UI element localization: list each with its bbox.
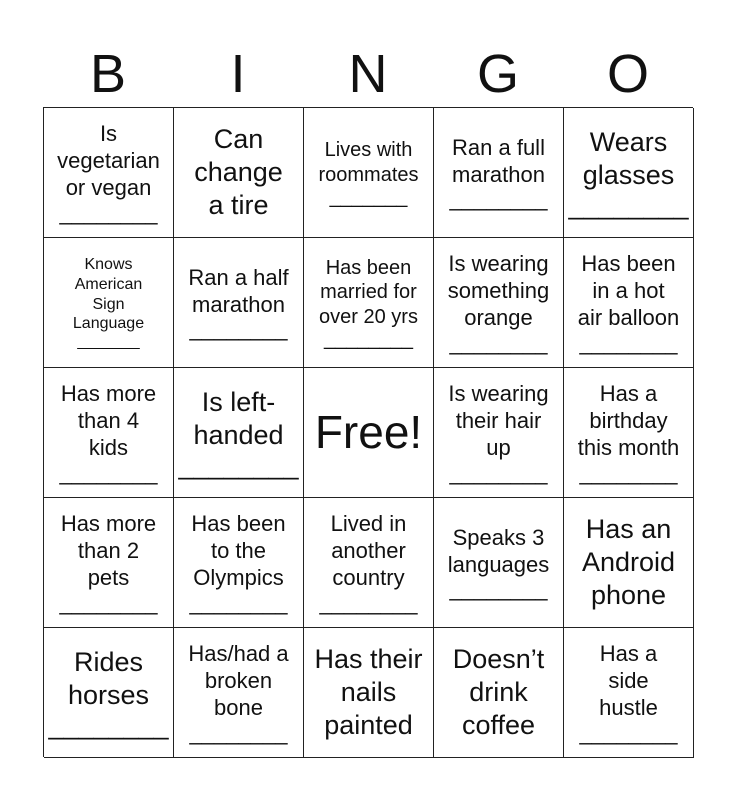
signature-line: ________	[48, 709, 169, 740]
signature-line: ________	[59, 459, 158, 485]
bingo-cell[interactable]	[434, 108, 564, 238]
cell-prompt: Has more than 2 pets	[60, 511, 157, 590]
signature-line: ________	[59, 199, 158, 225]
signature-line: ________	[189, 316, 288, 342]
cell-prompt: Ran a half marathon	[188, 264, 289, 317]
signature-line: ________	[449, 459, 548, 485]
cell-prompt: Has/had a broken bone	[188, 641, 289, 720]
cell-prompt: Has been in a hot air balloon	[577, 251, 680, 330]
signature-line: ________	[579, 459, 678, 485]
bingo-cell[interactable]	[44, 628, 174, 758]
cell-prompt: Has more than 4 kids	[60, 381, 157, 460]
bingo-cell[interactable]	[174, 108, 304, 238]
signature-line: ________	[59, 589, 158, 615]
header-letter-b: B	[89, 44, 127, 104]
cell-prompt: Rides horses	[67, 647, 150, 710]
cell-prompt: Lived in another country	[330, 511, 407, 590]
cell-prompt: Is vegetarian or vegan	[57, 121, 160, 200]
bingo-board	[43, 107, 693, 757]
cell-prompt: Has a side hustle	[599, 641, 658, 720]
bingo-cell[interactable]	[304, 238, 434, 368]
bingo-cell[interactable]	[174, 238, 304, 368]
cell-prompt: Wears glasses	[582, 127, 675, 190]
cell-prompt: Is wearing their hair up	[448, 381, 549, 460]
bingo-cell[interactable]	[174, 628, 304, 758]
cell-prompt: Has been married for over 20 yrs	[319, 256, 418, 328]
bingo-cell[interactable]	[304, 628, 434, 758]
cell-prompt: Has an Android phone	[581, 514, 676, 610]
free-space-cell[interactable]	[304, 368, 434, 498]
bingo-cell[interactable]	[304, 498, 434, 628]
signature-line: _______	[77, 332, 140, 350]
signature-line: ________	[449, 186, 548, 212]
bingo-cell[interactable]	[434, 368, 564, 498]
bingo-header	[43, 40, 693, 108]
signature-line: ________	[319, 589, 418, 615]
bingo-cell[interactable]	[564, 108, 694, 238]
bingo-cell[interactable]	[44, 368, 174, 498]
bingo-cell[interactable]	[434, 628, 564, 758]
bingo-cell[interactable]	[434, 498, 564, 628]
cell-prompt: Doesn’t drink coffee	[452, 644, 545, 740]
cell-prompt: Is left- handed	[193, 387, 284, 450]
signature-line: ________	[324, 328, 413, 351]
bingo-cell[interactable]	[44, 108, 174, 238]
cell-prompt: Knows American Sign Language	[72, 256, 145, 333]
header-letter-o: O	[606, 44, 649, 104]
bingo-cell[interactable]	[564, 368, 694, 498]
bingo-cell[interactable]	[564, 238, 694, 368]
cell-prompt: Has a birthday this month	[577, 381, 680, 460]
bingo-cell[interactable]	[304, 108, 434, 238]
bingo-cell[interactable]	[564, 628, 694, 758]
signature-line: ________	[189, 589, 288, 615]
cell-prompt: Is wearing something orange	[447, 251, 550, 330]
cell-prompt: Has been to the Olympics	[191, 511, 286, 590]
signature-line: ________	[189, 719, 288, 745]
bingo-cell[interactable]	[434, 238, 564, 368]
bingo-cell[interactable]	[564, 498, 694, 628]
signature-line: _______	[329, 185, 408, 208]
cell-prompt: Lives with roommates	[318, 139, 419, 186]
bingo-cell[interactable]	[44, 498, 174, 628]
bingo-cell[interactable]	[174, 368, 304, 498]
signature-line: ________	[449, 576, 548, 602]
header-letter-i: I	[230, 44, 246, 104]
free-space-label: Free!	[314, 406, 423, 459]
signature-line: ________	[579, 329, 678, 355]
cell-prompt: Speaks 3 languages	[447, 524, 550, 577]
cell-prompt: Ran a full marathon	[452, 134, 545, 187]
signature-line: ________	[568, 189, 689, 220]
header-letter-n: N	[348, 44, 388, 104]
signature-line: ________	[449, 329, 548, 355]
bingo-cell[interactable]	[174, 498, 304, 628]
bingo-cell[interactable]	[44, 238, 174, 368]
cell-prompt: Can change a tire	[194, 124, 283, 220]
signature-line: ________	[579, 719, 678, 745]
header-letter-g: G	[476, 44, 519, 104]
cell-prompt: Has their nails painted	[314, 644, 423, 740]
signature-line: ________	[178, 449, 299, 480]
